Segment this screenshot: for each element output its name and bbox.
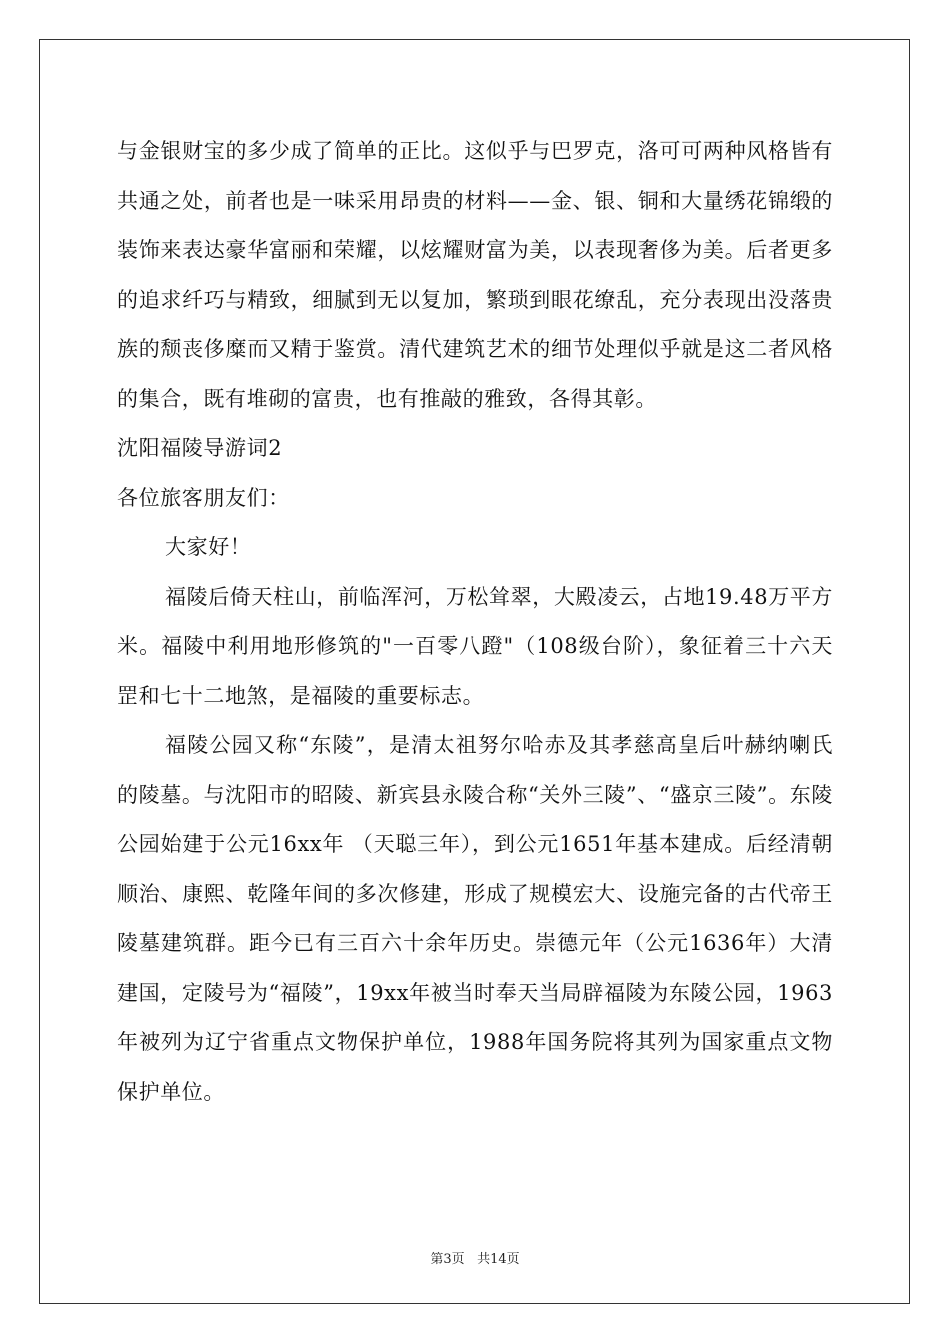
document-body xyxy=(117,127,833,1117)
paragraph-intro: 与金银财宝的多少成了简单的正比。这似乎与巴罗克，洛可可两种风格皆有共通之处，前者也是一味采用昂贵的材料——金、银、铜和大量绣花锦缎的装饰来表达豪华富丽和荣耀，以炫耀财富为美，以表现奢侈为美。后者更多的追求纤巧与精致，细腻到无以复加，繁琐到眼花缭乱，充分表现出没落贵族的颓丧侈糜而又精于鉴赏。清代建筑艺术的细节处理似乎就是这二者风格的集合，既有堆砌的富贵，也有推敲的雅致，各得其彰。 xyxy=(117,139,833,411)
greeting-line: 各位旅客朋友们： xyxy=(117,485,290,510)
greeting-hello: 大家好！ xyxy=(165,535,252,559)
page-footer xyxy=(0,1248,950,1267)
paragraph-history: 福陵公园又称“东陵”，是清太祖努尔哈赤及其孝慈高皇后叶赫纳喇氏的陵墓。与沈阳市的昭陵、新宾县永陵合称“关外三陵”、“盛京三陵”。东陵公园始建于公元16xx年 （天聪三年），到公元1651年基本建成。后经清朝顺治、康熙、乾隆年间的多次修建，形成了规模宏大、设施完备的古代帝王陵墓建筑群。距今已有三百六十余年历史。崇德元年（公元1636年）大清建国，定陵号为“福陵”，19xx年被当时奉天当局辟福陵为东陵公园，1963年被列为辽宁省重点文物保护单位，1988年国务院将其列为国家重点文物保护单位。 xyxy=(117,733,833,1104)
paragraph-location: 福陵后倚天柱山，前临浑河，万松耸翠，大殿凌云，占地19.48万平方米。福陵中利用地形修筑的"一百零八蹬"（108级台阶），象征着三十六天罡和七十二地煞，是福陵的重要标志。 xyxy=(117,584,833,708)
section-title: 沈阳福陵导游词2 xyxy=(117,436,283,460)
page-total: 共14页 xyxy=(477,1252,520,1267)
page-number: 第3页 xyxy=(430,1252,465,1267)
